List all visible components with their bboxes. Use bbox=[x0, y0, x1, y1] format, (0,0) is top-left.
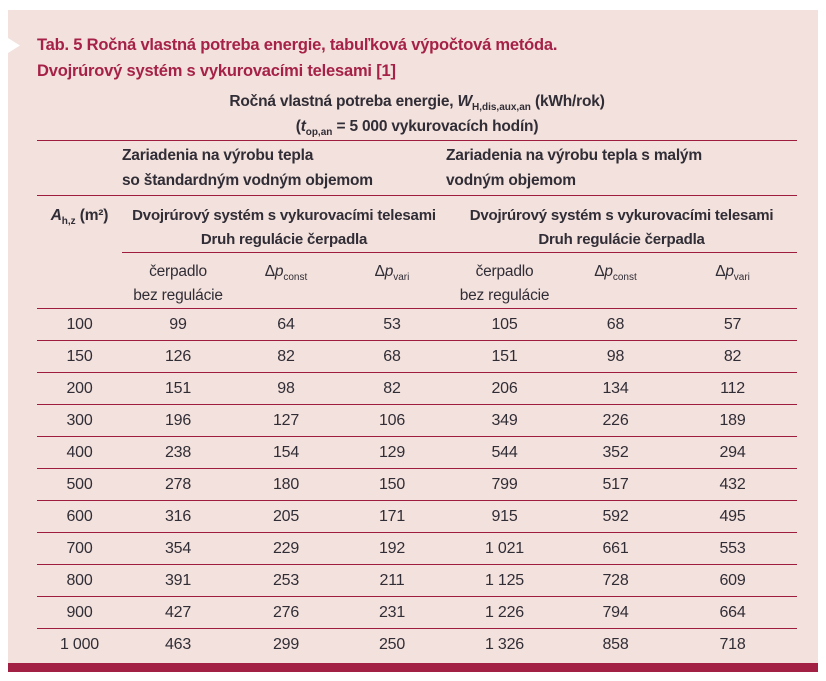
table-body bbox=[37, 309, 797, 661]
row-value: 253 bbox=[234, 565, 338, 597]
unit-header-row bbox=[37, 253, 797, 309]
table-row bbox=[37, 437, 797, 469]
row-value: 728 bbox=[563, 565, 668, 597]
group-header-small-volume: Zariadenia na výrobu tepla s malým vodným objemom bbox=[446, 141, 797, 196]
row-value: 154 bbox=[234, 437, 338, 469]
row-value: 718 bbox=[719, 635, 746, 653]
row-value: 99 bbox=[122, 309, 234, 341]
content-panel bbox=[8, 10, 818, 672]
row-value: 609 bbox=[668, 565, 797, 597]
row-value: 98 bbox=[563, 341, 668, 373]
row-value: 349 bbox=[446, 405, 563, 437]
row-value: 517 bbox=[563, 469, 668, 501]
row-value: 134 bbox=[563, 373, 668, 405]
row-value: 126 bbox=[122, 341, 234, 373]
row-value: 150 bbox=[338, 469, 446, 501]
system-header-row bbox=[37, 196, 797, 253]
table-row bbox=[37, 469, 797, 501]
row-area: 700 bbox=[37, 533, 122, 565]
row-area: 500 bbox=[37, 469, 122, 501]
row-value: 151 bbox=[122, 373, 234, 405]
table-row bbox=[37, 373, 797, 405]
group-header-spacer bbox=[37, 141, 122, 196]
row-value: 192 bbox=[338, 533, 446, 565]
row-value: 799 bbox=[446, 469, 563, 501]
unit-header-dp-vari-left: $\Delta p_{vari}$ bbox=[338, 253, 446, 309]
figure-caption bbox=[37, 32, 557, 84]
area-column-header: $A_{h,z}$ (m²) bbox=[50, 207, 109, 227]
row-value: 276 bbox=[234, 597, 338, 629]
row-value: 127 bbox=[234, 405, 338, 437]
table-title bbox=[37, 86, 797, 141]
row-value: 1 125 bbox=[446, 565, 563, 597]
row-value: 915 bbox=[446, 501, 563, 533]
row-value: 112 bbox=[668, 373, 797, 405]
row-area: 100 bbox=[37, 309, 122, 341]
table-row bbox=[37, 341, 797, 373]
bullet-arrow-icon bbox=[0, 33, 20, 58]
row-value: 64 bbox=[234, 309, 338, 341]
row-value: 129 bbox=[338, 437, 446, 469]
row-value: 352 bbox=[563, 437, 668, 469]
table-title-line2: ($t_{op,an} = 5$ 000 vykurovacích hodín) bbox=[295, 118, 539, 138]
row-value: 189 bbox=[668, 405, 797, 437]
table-row bbox=[37, 405, 797, 437]
unit-header-dp-const-left: $\Delta p_{const}$ bbox=[234, 253, 338, 309]
row-value: 794 bbox=[563, 597, 668, 629]
row-value: 1 326 bbox=[484, 635, 525, 653]
row-value: 238 bbox=[122, 437, 234, 469]
group-header-row bbox=[37, 141, 797, 196]
row-value: 229 bbox=[234, 533, 338, 565]
row-value: 53 bbox=[338, 309, 446, 341]
figure-caption-line1: Tab. 5 Ročná vlastná potreba energie, tabuľková výpočtová metóda. bbox=[37, 36, 558, 54]
row-value: 432 bbox=[668, 469, 797, 501]
row-value: 105 bbox=[446, 309, 563, 341]
figure-caption-line2: Dvojrúrový systém s vykurovacími telesami [1] bbox=[37, 62, 396, 80]
row-area: 300 bbox=[37, 405, 122, 437]
unit-header-pump-left: čerpadlo bez regulácie bbox=[122, 253, 234, 309]
row-area: 200 bbox=[37, 373, 122, 405]
row-value: 592 bbox=[563, 501, 668, 533]
row-area: 600 bbox=[37, 501, 122, 533]
row-value: 226 bbox=[563, 405, 668, 437]
row-value: 858 bbox=[602, 635, 629, 653]
row-value: 316 bbox=[122, 501, 234, 533]
row-area: 400 bbox=[37, 437, 122, 469]
row-value: 294 bbox=[668, 437, 797, 469]
row-area: 1 000 bbox=[59, 635, 100, 653]
row-area: 150 bbox=[37, 341, 122, 373]
row-value: 205 bbox=[234, 501, 338, 533]
table-row bbox=[37, 533, 797, 565]
row-value: 278 bbox=[122, 469, 234, 501]
unit-header-dp-vari-right: $\Delta p_{vari}$ bbox=[668, 253, 797, 309]
row-value: 180 bbox=[234, 469, 338, 501]
row-value: 1 021 bbox=[446, 533, 563, 565]
row-value: 171 bbox=[338, 501, 446, 533]
row-value: 98 bbox=[234, 373, 338, 405]
row-value: 206 bbox=[446, 373, 563, 405]
unit-header-pump-right: čerpadlo bez regulácie bbox=[446, 253, 563, 309]
row-value: 1 226 bbox=[446, 597, 563, 629]
table-title-row bbox=[37, 86, 797, 141]
row-value: 544 bbox=[446, 437, 563, 469]
row-value: 495 bbox=[668, 501, 797, 533]
table-row bbox=[37, 565, 797, 597]
row-value: 299 bbox=[272, 635, 300, 653]
bottom-rule bbox=[8, 663, 818, 672]
row-value: 250 bbox=[378, 635, 406, 653]
row-value: 106 bbox=[338, 405, 446, 437]
table-row bbox=[37, 597, 797, 629]
row-area: 900 bbox=[37, 597, 122, 629]
table-row bbox=[37, 629, 797, 661]
row-value: 427 bbox=[122, 597, 234, 629]
group-header-standard-volume: Zariadenia na výrobu tepla so štandardným vodným objemom bbox=[122, 141, 446, 196]
row-value: 553 bbox=[668, 533, 797, 565]
row-value: 151 bbox=[446, 341, 563, 373]
unit-header-dp-const-right: $\Delta p_{const}$ bbox=[563, 253, 668, 309]
row-area: 800 bbox=[37, 565, 122, 597]
system-header-right: Dvojrúrový systém s vykurovacími telesami Druh regulácie čerpadla bbox=[446, 196, 797, 253]
system-header-left: Dvojrúrový systém s vykurovacími telesami Druh regulácie čerpadla bbox=[122, 196, 446, 253]
row-value: 664 bbox=[668, 597, 797, 629]
row-value: 354 bbox=[122, 533, 234, 565]
row-value: 391 bbox=[122, 565, 234, 597]
table-row bbox=[37, 501, 797, 533]
row-value: 82 bbox=[668, 341, 797, 373]
row-value: 463 bbox=[164, 635, 192, 653]
row-value: 57 bbox=[668, 309, 797, 341]
row-value: 68 bbox=[338, 341, 446, 373]
table-title-line1: Ročná vlastná potreba energie, $W_{H,dis,aux,an}$ (kWh/rok) bbox=[229, 93, 605, 113]
row-value: 82 bbox=[338, 373, 446, 405]
row-value: 211 bbox=[338, 565, 446, 597]
row-value: 68 bbox=[563, 309, 668, 341]
row-value: 661 bbox=[563, 533, 668, 565]
energy-table bbox=[37, 86, 797, 661]
row-value: 196 bbox=[122, 405, 234, 437]
row-value: 82 bbox=[234, 341, 338, 373]
unit-header-spacer bbox=[37, 253, 122, 309]
table-row bbox=[37, 309, 797, 341]
row-value: 231 bbox=[338, 597, 446, 629]
